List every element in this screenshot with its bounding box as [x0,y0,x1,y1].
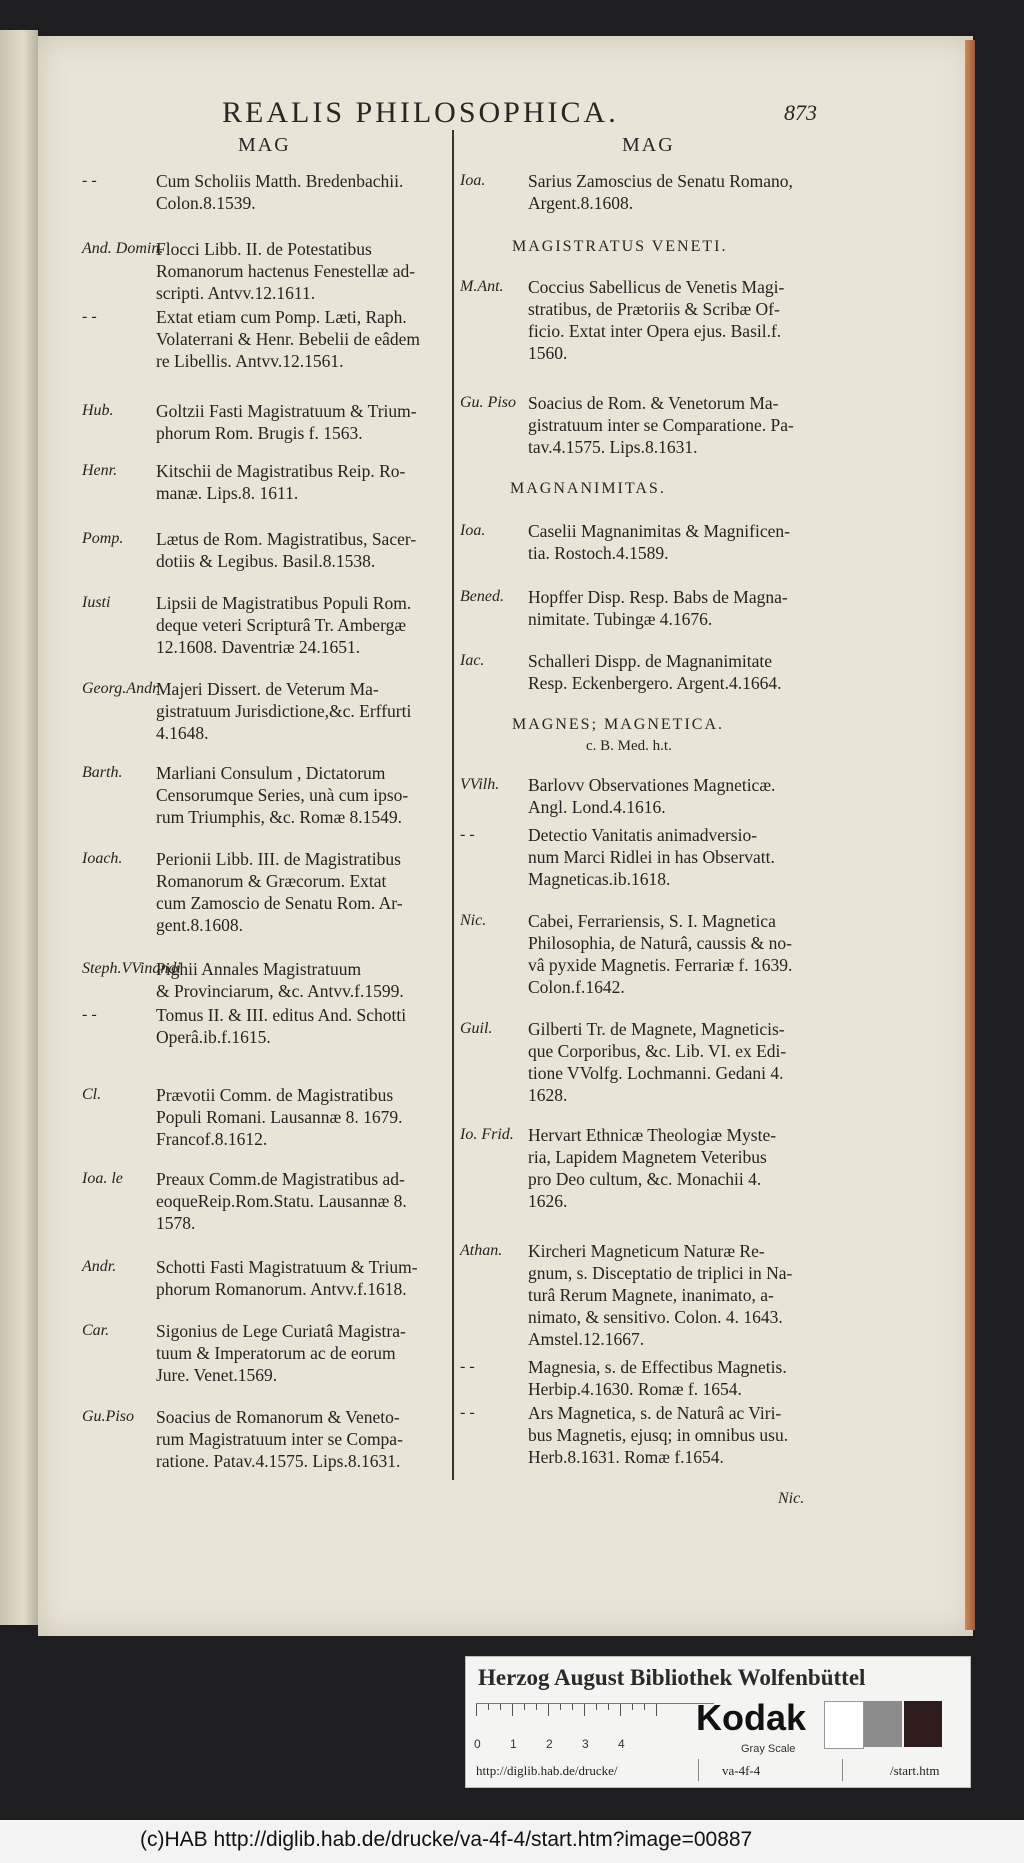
color-target-card [465,1656,971,1788]
entry-line: tav.4.1575. Lips.8.1631. [528,437,698,457]
entry-line: tia. Rostoch.4.1589. [528,543,669,563]
entry-line: rum Magistratuum inter se Compa- [156,1429,403,1449]
entry-line: phorum Romanorum. Antvv.f.1618. [156,1279,407,1299]
entry-line: Detectio Vanitatis animadversio- [528,825,758,845]
entry-line: Schalleri Dispp. de Magnanimitate [528,651,772,671]
entry-line: Soacius de Romanorum & Veneto- [156,1407,400,1427]
entry-line: eoqueReip.Rom.Statu. Lausannæ 8. [156,1191,407,1211]
entry-line: Schotti Fasti Magistratuum & Trium- [156,1257,418,1277]
entry-line: 4.1648. [156,723,209,743]
entry-author-prefix: Gu.Piso [82,1408,134,1425]
library-name: Herzog August Bibliothek Wolfenbüttel [478,1665,866,1690]
entry-line: gent.8.1608. [156,915,244,935]
entry-line: Volaterrani & Henr. Bebelii de eâdem [156,329,421,349]
entry-line: Preaux Comm.de Magistratibus ad- [156,1169,405,1189]
entry-line: bus Magnetis, ejusq; in omnibus usu. [528,1425,789,1445]
entry-line: Tomus II. & III. editus And. Schotti [156,1005,407,1025]
entry-author-prefix: Bened. [460,588,504,605]
entry-line: Colon.f.1642. [528,977,625,997]
entry-line: Perionii Libb. III. de Magistratibus [156,849,401,869]
entry-line: Pighii Annales Magistratuum [156,959,362,979]
entry-line: gistratuum inter se Comparatione. Pa- [528,415,794,435]
section-heading-magnes: MAGNES; MAGNETICA. [512,716,724,733]
entry-author-prefix: Ioa. le [82,1170,123,1187]
entry-line: Romanorum & Græcorum. Extat [156,871,387,891]
entry-line: stratibus, de Prætoriis & Scribæ Of- [528,299,780,319]
entry-line: Amstel.12.1667. [528,1329,645,1349]
entry-line: Extat etiam cum Pomp. Læti, Raph. [156,307,407,327]
entry-line: dotiis & Legibus. Basil.8.1538. [156,551,376,571]
catchword: Nic. [778,1490,805,1507]
entry-line: Coccius Sabellicus de Venetis Magi- [528,277,785,297]
entry-line: Magneticas.ib.1618. [528,869,671,889]
entry-line: Ars Magnetica, s. de Naturâ ac Viri- [528,1403,782,1423]
entry-line: Censorumque Series, unà cum ipso- [156,785,409,805]
entry-line: num Marci Ridlei in has Observatt. [528,847,775,867]
entry-author-prefix: - - [82,172,97,189]
entry-line: manæ. Lips.8. 1611. [156,483,299,503]
previous-page-edge [0,30,38,1625]
entry-line: gistratuum Jurisdictione,&c. Erffurti [156,701,412,721]
entry-line: turâ Rerum Magnete, inanimato, a- [528,1285,774,1305]
gray-scale-label: Gray Scale [741,1743,796,1755]
entry-line: Marliani Consulum , Dictatorum [156,763,386,783]
entry-line: vâ pyxide Magnetis. Ferrariæ f. 1639. [528,955,793,975]
entry-author-prefix: Car. [82,1322,110,1339]
ruler-number: 3 [582,1737,589,1751]
ruler-number: 2 [546,1737,553,1751]
entry-line: deque veteri Scripturâ Tr. Ambergæ [156,615,406,635]
entry-line: Hervart Ethnicæ Theologiæ Myste- [528,1125,777,1145]
entry-line: 1578. [156,1213,196,1233]
entry-author-prefix: M.Ant. [460,278,504,295]
entry-line: Gilberti Tr. de Magnete, Magneticis- [528,1019,785,1039]
entry-line: scripti. Antvv.12.1611. [156,283,316,303]
page-number: 873 [784,100,817,125]
entry-line: Soacius de Rom. & Venetorum Ma- [528,393,779,413]
entry-line: Herb.8.1631. Romæ f.1654. [528,1447,724,1467]
footer-bar [0,1820,1024,1863]
entry-line: Hopffer Disp. Resp. Babs de Magna- [528,587,788,607]
entry-line: 1560. [528,343,568,363]
entry-line: cum Zamoscio de Senatu Rom. Ar- [156,893,403,913]
right-column-heading: MAG [622,134,675,156]
entry-author-prefix: Ioa. [460,172,486,189]
entry-author-prefix: Nic. [460,912,487,929]
url-segment-base: http://diglib.hab.de/drucke/ [476,1763,618,1778]
entry-line: 1628. [528,1085,568,1105]
url-segment-start: /start.htm [890,1763,940,1778]
entry-line: Angl. Lond.4.1616. [528,797,666,817]
entry-line: Lætus de Rom. Magistratibus, Sacer- [156,529,417,549]
entry-line: Barlovv Observationes Magneticæ. [528,775,776,795]
ruler-number: 4 [618,1737,625,1751]
entry-line: Philosophia, de Naturâ, caussis & no- [528,933,792,953]
entry-line: Majeri Dissert. de Veterum Ma- [156,679,379,699]
entry-author-prefix: - - [82,1006,97,1023]
ruler-number: 1 [510,1737,517,1751]
entry-line: tione VVolfg. Lochmanni. Gedani 4. [528,1063,784,1083]
entry-line: Operâ.ib.f.1615. [156,1027,271,1047]
gray-swatch-dark [904,1701,942,1747]
gray-swatch-mid [864,1701,902,1747]
entry-line: Argent.8.1608. [528,193,634,213]
entry-line: 12.1608. Daventriæ 24.1651. [156,637,361,657]
entry-author-prefix: - - [82,308,97,325]
entry-line: Magnesia, s. de Effectibus Magnetis. [528,1357,787,1377]
entry-line: Colon.8.1539. [156,193,256,213]
entry-line: re Libellis. Antvv.12.1561. [156,351,344,371]
entry-line: Cabei, Ferrariensis, S. I. Magnetica [528,911,776,931]
entry-line: ficio. Extat inter Opera ejus. Basil.f. [528,321,782,341]
section-subheading: c. B. Med. h.t. [586,738,672,754]
entry-author-prefix: - - [460,1404,475,1421]
ruler-number: 0 [474,1737,481,1751]
entry-author-prefix: Io. Frid. [460,1126,514,1143]
entry-author-prefix: - - [460,826,475,843]
entry-line: que Corporibus, &c. Lib. VI. ex Edi- [528,1041,787,1061]
left-column-heading: MAG [238,134,291,156]
page-running-head: REALIS PHILOSOPHICA. [222,96,619,129]
entry-line: ria, Lapidem Magnetem Veteribus [528,1147,767,1167]
entry-line: Populi Romani. Lausannæ 8. 1679. [156,1107,403,1127]
entry-author-prefix: Ioach. [82,850,123,867]
entry-line: Cum Scholiis Matth. Bredenbachii. [156,171,404,191]
entry-line: Resp. Eckenbergero. Argent.4.1664. [528,673,782,693]
entry-line: nimitate. Tubingæ 4.1676. [528,609,713,629]
section-heading-magnanimitas: MAGNANIMITAS. [510,480,666,497]
entry-line: Prævotii Comm. de Magistratibus [156,1085,394,1105]
entry-line: Kitschii de Magistratibus Reip. Ro- [156,461,406,481]
entry-line: nimato, & sensitivo. Colon. 4. 1643. [528,1307,783,1327]
entry-author-prefix: Iusti [82,594,111,611]
section-heading-magistratus-veneti: MAGISTRATUS VENETI. [512,238,728,255]
gray-swatch-white [824,1701,864,1749]
entry-line: Lipsii de Magistratibus Populi Rom. [156,593,412,613]
entry-line: Francof.8.1612. [156,1129,268,1149]
entry-line: Romanorum hactenus Fenestellæ ad- [156,261,416,281]
entry-author-prefix: Cl. [82,1086,102,1103]
entry-line: tuum & Imperatorum ac de eorum [156,1343,396,1363]
entry-line: gnum, s. Disceptatio de triplici in Na- [528,1263,793,1283]
entry-author-prefix: VVilh. [460,776,500,793]
entry-line: & Provinciarum, &c. Antvv.f.1599. [156,981,404,1001]
kodak-logo: Kodak [696,1697,807,1738]
entry-line: Sigonius de Lege Curiatâ Magistra- [156,1321,406,1341]
entry-author-prefix: Iac. [460,652,485,669]
entry-author-prefix: Steph.VVinandi [82,960,181,977]
column-divider [452,130,454,1480]
entry-author-prefix: Andr. [82,1258,117,1275]
entry-author-prefix: Pomp. [82,530,124,547]
entry-line: Flocci Libb. II. de Potestatibus [156,239,372,259]
url-separator [842,1759,843,1781]
entry-author-prefix: Ioa. [460,522,486,539]
entry-line: Goltzii Fasti Magistratuum & Trium- [156,401,417,421]
entry-line: Caselii Magnanimitas & Magnificen- [528,521,790,541]
entry-line: Jure. Venet.1569. [156,1365,278,1385]
entry-line: phorum Rom. Brugis f. 1563. [156,423,363,443]
entry-author-prefix: And. Domin. [82,240,164,257]
entry-line: ratione. Patav.4.1575. Lips.8.1631. [156,1451,401,1471]
entry-line: 1626. [528,1191,568,1211]
entry-author-prefix: - - [460,1358,475,1375]
entry-author-prefix: Henr. [82,462,118,479]
footer-copyright-link[interactable]: (c)HAB http://diglib.hab.de/drucke/va-4f-4/start.htm?image=00887 [140,1828,753,1851]
url-separator [698,1759,699,1781]
entry-author-prefix: Athan. [460,1242,503,1259]
url-segment-id: va-4f-4 [722,1763,761,1778]
entry-author-prefix: Gu. Piso [460,394,516,411]
entry-line: pro Deo cultum, &c. Monachii 4. [528,1169,762,1189]
entry-line: Sarius Zamoscius de Senatu Romano, [528,171,793,191]
ruler [476,1703,714,1730]
entry-line: Herbip.4.1630. Romæ f. 1654. [528,1379,742,1399]
entry-author-prefix: Barth. [82,764,123,781]
entry-author-prefix: Hub. [82,402,114,419]
entry-line: rum Triumphis, &c. Romæ 8.1549. [156,807,403,827]
page-edge [965,40,975,1630]
entry-line: Kircheri Magneticum Naturæ Re- [528,1241,765,1261]
entry-author-prefix: Guil. [460,1020,493,1037]
entry-author-prefix: Georg.Andr. [82,680,161,697]
